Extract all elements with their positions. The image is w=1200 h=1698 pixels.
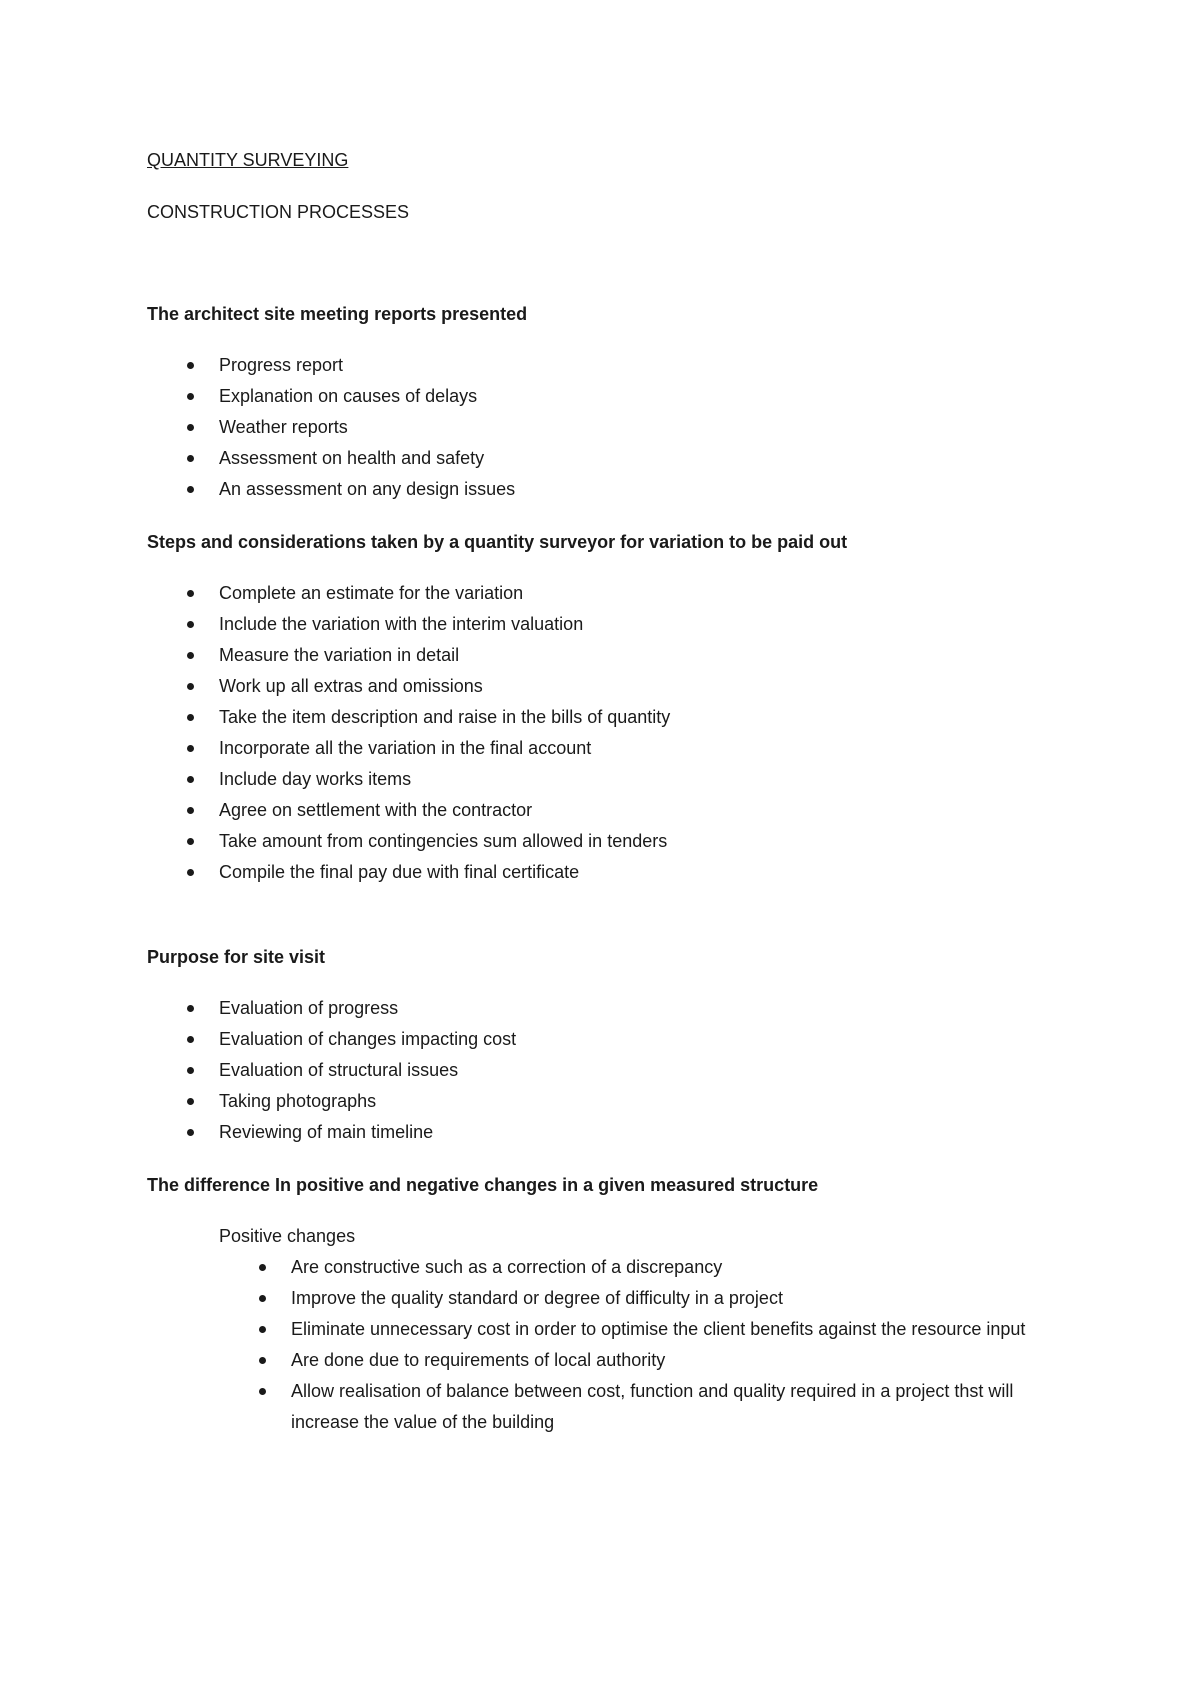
- section-heading-site-meeting-reports: The architect site meeting reports presented: [147, 304, 528, 324]
- list-item: Weather reports: [147, 412, 515, 443]
- list-item: Progress report: [147, 350, 515, 381]
- subheading-positive-changes: Positive changes: [219, 1226, 356, 1246]
- section-heading-site-visit-purpose: Purpose for site visit: [147, 947, 326, 967]
- list-item: Taking photographs: [147, 1086, 516, 1117]
- section-heading-positive-negative-changes: The difference In positive and negative changes in a given measured structure: [147, 1175, 819, 1195]
- list-item: Evaluation of progress: [147, 993, 516, 1024]
- site-visit-purpose-list: [147, 993, 516, 1148]
- list-item: Incorporate all the variation in the final account: [147, 733, 670, 764]
- list-item: Reviewing of main timeline: [147, 1117, 516, 1148]
- document-subtitle: CONSTRUCTION PROCESSES: [147, 202, 410, 222]
- list-item: Assessment on health and safety: [147, 443, 515, 474]
- list-item: Eliminate unnecessary cost in order to optimise the client benefits against the resource input: [219, 1314, 1079, 1345]
- list-item: Evaluation of structural issues: [147, 1055, 516, 1086]
- list-item: Measure the variation in detail: [147, 640, 670, 671]
- document-title: QUANTITY SURVEYING: [147, 150, 349, 170]
- list-item: Complete an estimate for the variation: [147, 578, 670, 609]
- list-item: Are constructive such as a correction of a discrepancy: [219, 1252, 1079, 1283]
- list-item: Take amount from contingencies sum allowed in tenders: [147, 826, 670, 857]
- list-item: Improve the quality standard or degree of difficulty in a project: [219, 1283, 1079, 1314]
- list-item: Are done due to requirements of local authority: [219, 1345, 1079, 1376]
- list-item: Include the variation with the interim valuation: [147, 609, 670, 640]
- list-item: Evaluation of changes impacting cost: [147, 1024, 516, 1055]
- site-meeting-reports-list: [147, 350, 515, 505]
- list-item: Take the item description and raise in the bills of quantity: [147, 702, 670, 733]
- list-item: Include day works items: [147, 764, 670, 795]
- list-item: Work up all extras and omissions: [147, 671, 670, 702]
- list-item: Agree on settlement with the contractor: [147, 795, 670, 826]
- list-item: Explanation on causes of delays: [147, 381, 515, 412]
- section-heading-variation-steps: Steps and considerations taken by a quantity surveyor for variation to be paid out: [147, 532, 848, 552]
- list-item: Allow realisation of balance between cost, function and quality required in a project thst will increase the value of the building: [219, 1376, 1079, 1438]
- list-item: Compile the final pay due with final certificate: [147, 857, 670, 888]
- variation-steps-list: [147, 578, 670, 888]
- positive-changes-list: [219, 1252, 1079, 1438]
- list-item: An assessment on any design issues: [147, 474, 515, 505]
